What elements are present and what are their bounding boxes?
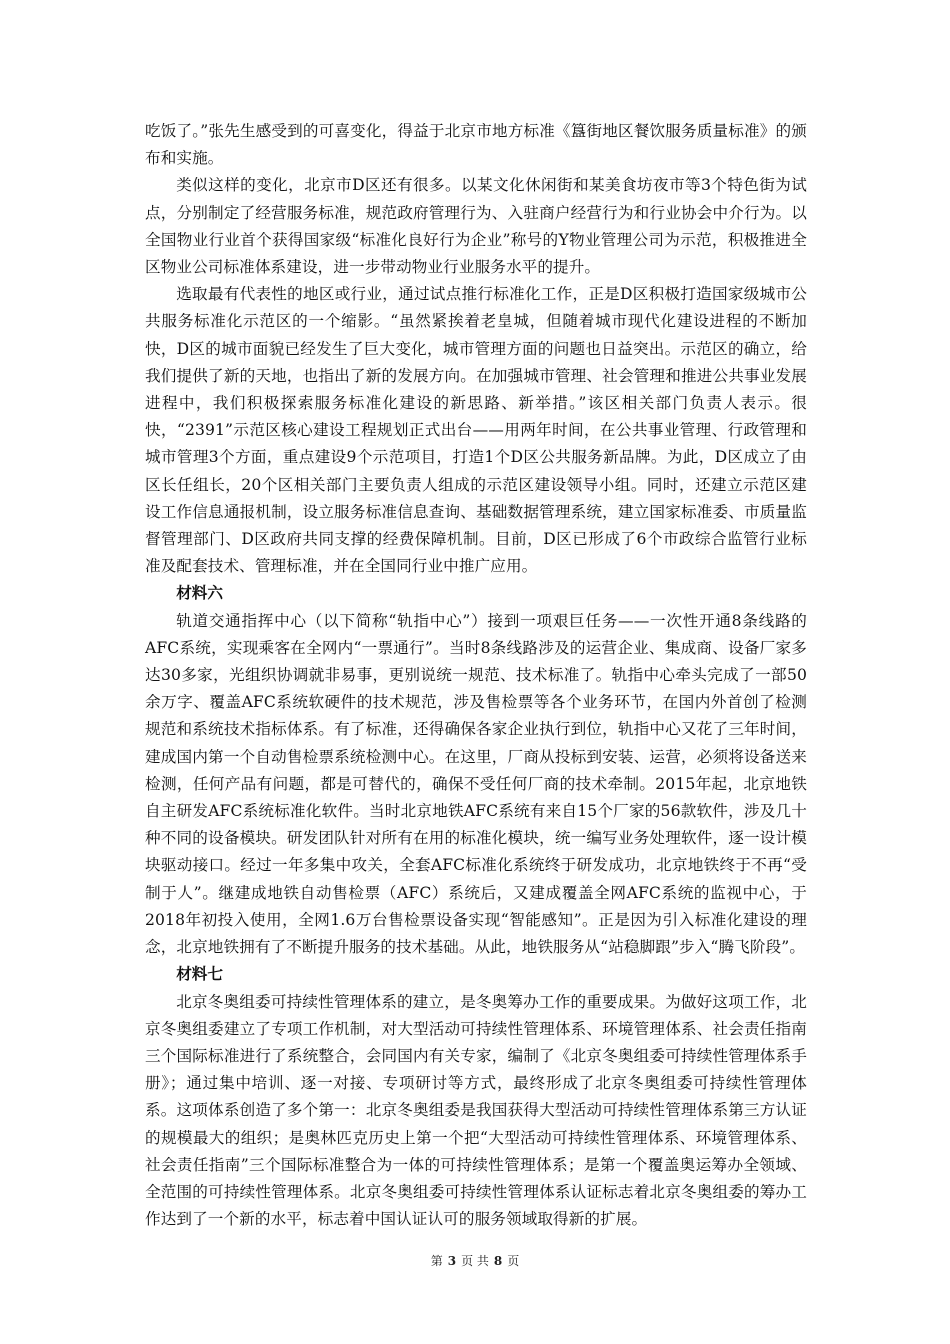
paragraph-material-6: 轨道交通指挥中心（以下简称“轨指中心”）接到一项艰巨任务——一次性开通8条线路的AFC系统，实现乘客在全网内“一票通行”。当时8条线路涉及的运营企业、集成商、设备厂家多达30多家，光组织协调就非易事，更别说统一规范、技术标准了。轨指中心牵头完成了一部50余万字、覆盖AFC系统软硬件的技术规范，涉及售检票等各个业务环节，在国内外首创了检测规范和系统技术指标体系。有了标准，还得确保各家企业执行到位，轨指中心又花了三年时间，建成国内第一个自动售检票系统检测中心。在这里，厂商从投标到安装、运营，必须将设备送来检测，任何产品有问题，都是可替代的，确保不受任何厂商的技术牵制。2015年起，北京地铁自主研发AFC系统标准化软件。当时北京地铁AFC系统有来自15个厂家的56款软件，涉及几十种不同的设备模块。研发团队针对所有在用的标准化模块，统一编写业务处理软件，逐一设计模块驱动接口。经过一年多集中攻关，全套AFC标准化系统终于研发成功，北京地铁终于不再“受制于人”。继建成地铁自动售检票（AFC）系统后，又建成覆盖全网AFC系统的监视中心，于2018年初投入使用，全网1.6万台售检票设备实现“智能感知”。正是因为引入标准化建设的理念，北京地铁拥有了不断提升服务的技术基础。从此，地铁服务从“站稳脚跟”步入“腾飞阶段”。 xyxy=(145,611,807,957)
footer-suffix: 页 xyxy=(507,1254,520,1268)
paragraph-2: 类似这样的变化，北京市D区还有很多。以某文化休闲街和某美食坊夜市等3个特色街为试点，分别制定了经营服务标准，规范政府管理行为、入驻商户经营行为和行业协会中介行为。以全国物业行业首个获得国家级“标准化良好行为企业”称号的Y物业管理公司为示范，积极推进全区物业公司标准体系建设，进一步带动物业行业服务水平的提升。 xyxy=(145,176,807,277)
section-heading-material-6: 材料六 xyxy=(176,584,223,603)
paragraph-1: 吃饭了。”张先生感受到的可喜变化，得益于北京市地方标准《簋街地区餐饮服务质量标准》的颁布和实施。 xyxy=(145,122,807,168)
footer-current-page: 3 xyxy=(447,1254,457,1268)
footer-middle: 页 共 xyxy=(461,1254,489,1268)
footer-total-pages: 8 xyxy=(493,1254,503,1268)
footer-prefix: 第 xyxy=(430,1254,443,1268)
paragraph-3: 选取最有代表性的地区或行业，通过试点推行标准化工作，正是D区积极打造国家级城市公共服务标准化示范区的一个缩影。“虽然紧挨着老皇城，但随着城市现代化建设进程的不断加快，D区的城市面貌已经发生了巨大变化，城市管理方面的问题也日益突出。示范区的确立，给我们提供了新的天地，也指出了新的发展方向。在加强城市管理、社会管理和推进公共事业发展进程中，我们积极探索服务标准化建设的新思路、新举措。”该区相关部门负责人表示。很快，“2391”示范区核心建设工程规划正式出台——用两年时间，在公共事业管理、行政管理和城市管理3个方面，重点建设9个示范项目，打造1个D区公共服务新品牌。为此，D区成立了由区长任组长，20个区相关部门主要负责人组成的示范区建设领导小组。同时，还建立示范区建设工作信息通报机制，设立服务标准信息查询、基础数据管理系统，建立国家标准委、市质量监督管理部门、D区政府共同支撑的经费保障机制。目前，D区已形成了6个市政综合监管行业标准及配套技术、管理标准，并在全国同行业中推广应用。 xyxy=(145,285,807,576)
page-footer xyxy=(0,1252,950,1269)
document-page xyxy=(145,118,807,1233)
paragraph-material-7: 北京冬奥组委可持续性管理体系的建立，是冬奥筹办工作的重要成果。为做好这项工作，北京冬奥组委建立了专项工作机制，对大型活动可持续性管理体系、环境管理体系、社会责任指南三个国际标准进行了系统整合，会同国内有关专家，编制了《北京冬奥组委可持续性管理体系手册》；通过集中培训、逐一对接、专项研讨等方式，最终形成了北京冬奥组委可持续性管理体系。这项体系创造了多个第一：北京冬奥组委是我国获得大型活动可持续性管理体系第三方认证的规模最大的组织；是奥林匹克历史上第一个把“大型活动可持续性管理体系、环境管理体系、社会责任指南”三个国际标准整合为一体的可持续性管理体系；是第一个覆盖奥运筹办全领域、全范围的可持续性管理体系。北京冬奥组委可持续性管理体系认证标志着北京冬奥组委的筹办工作达到了一个新的水平，标志着中国认证认可的服务领域取得新的扩展。 xyxy=(145,992,807,1229)
section-heading-material-7: 材料七 xyxy=(176,965,223,984)
